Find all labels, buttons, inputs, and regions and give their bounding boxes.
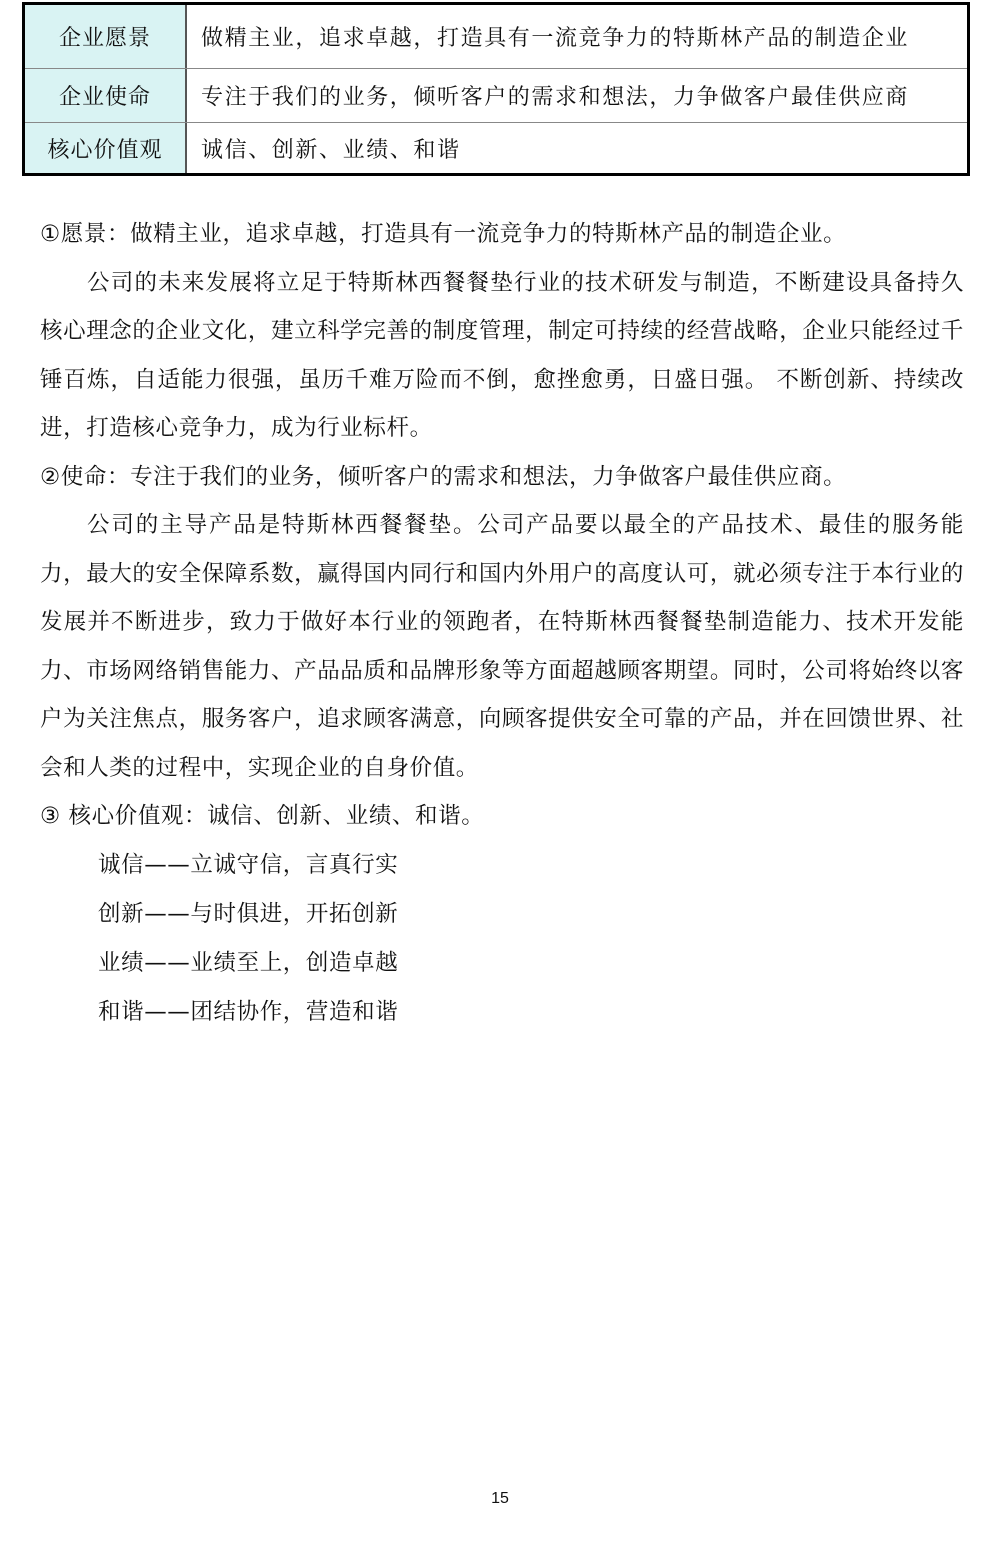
core-value-item: 和谐——团结协作，营造和谐 (98, 998, 399, 1025)
core-value-item: 诚信——立诚守信，言真行实 (98, 851, 399, 878)
table-value-mission: 专注于我们的业务，倾听客户的需求和想法，力争做客户最佳供应商 (201, 85, 910, 110)
core-value-item: 创新——与时俱进，开拓创新 (98, 900, 399, 927)
table-label-mission: 企业使命 (25, 69, 187, 122)
table-row-values (25, 122, 967, 173)
table-value-values: 诚信、创新、业绩、和谐 (201, 137, 461, 163)
core-values-list (40, 841, 964, 1037)
mission-paragraph: 公司的主导产品是特斯林西餐餐垫。公司产品要以最全的产品技术、最佳的服务能力，最大的安全保障系数，赢得国内同行和国内外用户的高度认可，就必须专注于本行业的发展并不断进步，致力于做好本行业的领跑者，在特斯林西餐餐垫制造能力、技术开发能力、市场网络销售能力、产品品质和品牌形象等方面超越顾客期望。同时，公司将始终以客户为关注焦点，服务客户，追求顾客满意，向顾客提供安全可靠的产品，并在回馈世界、社会和人类的过程中，实现企业的自身价值。 (40, 512, 965, 781)
values-heading: ③ 核心价值观：诚信、创新、业绩、和谐。 (40, 803, 485, 829)
vision-heading: ①愿景：做精主业，追求卓越，打造具有一流竞争力的特斯林产品的制造企业。 (40, 221, 847, 247)
page-number: 15 (491, 1490, 509, 1507)
table-value-vision: 做精主业，追求卓越，打造具有一流竞争力的特斯林产品的制造企业 (201, 26, 910, 51)
document-body (40, 210, 964, 1037)
table-row-mission (25, 68, 967, 122)
mission-heading: ②使命：专注于我们的业务，倾听客户的需求和想法，力争做客户最佳供应商。 (40, 463, 847, 490)
vision-paragraph: 公司的未来发展将立足于特斯林西餐餐垫行业的技术研发与制造，不断建设具备持久核心理念的企业文化，建立科学完善的制度管理，制定可持续的经营战略，企业只能经过千锤百炼，自适能力很强，虽历千难万险而不倒，愈挫愈勇，日盛日强。 不断创新、持续改进，打造核心竞争力，成为行业标杆。 (40, 269, 965, 441)
culture-summary-table (22, 2, 970, 176)
core-value-item: 业绩——业绩至上，创造卓越 (98, 949, 399, 976)
table-label-values: 核心价值观 (25, 123, 187, 173)
table-row-vision (25, 5, 967, 68)
table-label-vision: 企业愿景 (25, 5, 187, 68)
